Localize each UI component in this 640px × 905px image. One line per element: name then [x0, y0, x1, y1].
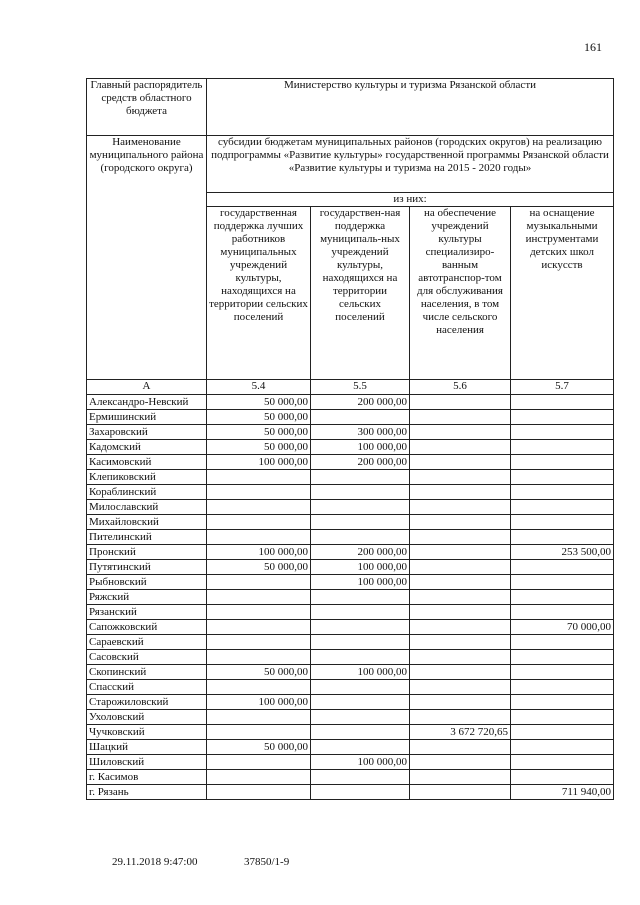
amount-cell-5-4: 50 000,00	[207, 560, 311, 575]
table-row	[87, 515, 614, 530]
table-row	[87, 620, 614, 635]
amount-cell-5-6	[410, 440, 511, 455]
amount-cell-5-6	[410, 410, 511, 425]
table-row	[87, 455, 614, 470]
district-name: Спасский	[87, 680, 207, 695]
column-header-5-4: государственная поддержка лучших работников муниципальных учреждений культуры, находящихся на территории сельских поселений	[207, 207, 311, 380]
district-name: Касимовский	[87, 455, 207, 470]
amount-cell-5-6	[410, 710, 511, 725]
amount-cell-5-6	[410, 590, 511, 605]
district-name: Пронский	[87, 545, 207, 560]
amount-cell-5-5	[311, 725, 410, 740]
footer-code: 37850/1-9	[244, 856, 290, 868]
amount-cell-5-5: 300 000,00	[311, 425, 410, 440]
amount-cell-5-7	[511, 635, 614, 650]
table-row	[87, 530, 614, 545]
amount-cell-5-7: 253 500,00	[511, 545, 614, 560]
table-row	[87, 500, 614, 515]
amount-cell-5-5	[311, 485, 410, 500]
amount-cell-5-4: 100 000,00	[207, 545, 311, 560]
amount-cell-5-5: 200 000,00	[311, 455, 410, 470]
amount-cell-5-7	[511, 425, 614, 440]
amount-cell-5-7	[511, 590, 614, 605]
amount-cell-5-7	[511, 575, 614, 590]
district-name: Кадомский	[87, 440, 207, 455]
table-row	[87, 650, 614, 665]
column-header-5-6: на обеспечение учреждений культуры специализиро-ванным автотранспор-том для обслуживания населения, в том числе сельского населения	[410, 207, 511, 380]
table-row	[87, 425, 614, 440]
district-name: г. Рязань	[87, 785, 207, 800]
table-row	[87, 695, 614, 710]
district-name: Старожиловский	[87, 695, 207, 710]
amount-cell-5-4	[207, 710, 311, 725]
amount-cell-5-6	[410, 560, 511, 575]
amount-cell-5-6	[410, 695, 511, 710]
district-name: Ряжский	[87, 590, 207, 605]
amount-cell-5-7	[511, 440, 614, 455]
amount-cell-5-4	[207, 485, 311, 500]
amount-cell-5-6	[410, 500, 511, 515]
amount-cell-5-6	[410, 485, 511, 500]
amount-cell-5-4	[207, 620, 311, 635]
amount-cell-5-4	[207, 470, 311, 485]
page-number: 161	[584, 40, 602, 54]
amount-cell-5-6	[410, 515, 511, 530]
district-name: Александро-Невский	[87, 395, 207, 410]
amount-cell-5-7: 70 000,00	[511, 620, 614, 635]
amount-cell-5-5	[311, 470, 410, 485]
amount-cell-5-6: 3 672 720,65	[410, 725, 511, 740]
district-name: Скопинский	[87, 665, 207, 680]
amount-cell-5-5	[311, 590, 410, 605]
amount-cell-5-4	[207, 725, 311, 740]
table-row	[87, 635, 614, 650]
district-name: г. Касимов	[87, 770, 207, 785]
amount-cell-5-6	[410, 575, 511, 590]
district-name: Рыбновский	[87, 575, 207, 590]
amount-cell-5-7	[511, 725, 614, 740]
index-col-5-6: 5.6	[410, 380, 511, 395]
district-name: Сасовский	[87, 650, 207, 665]
table-row	[87, 470, 614, 485]
table-row	[87, 680, 614, 695]
district-name: Сараевский	[87, 635, 207, 650]
table-row	[87, 440, 614, 455]
amount-cell-5-6	[410, 785, 511, 800]
table-row	[87, 740, 614, 755]
amount-cell-5-7: 711 940,00	[511, 785, 614, 800]
amount-cell-5-6	[410, 530, 511, 545]
index-col-5-7: 5.7	[511, 380, 614, 395]
amount-cell-5-5	[311, 605, 410, 620]
amount-cell-5-7	[511, 710, 614, 725]
of-which-label: из них:	[207, 193, 614, 207]
table-row	[87, 665, 614, 680]
amount-cell-5-4: 50 000,00	[207, 665, 311, 680]
amount-cell-5-4	[207, 770, 311, 785]
amount-cell-5-5	[311, 410, 410, 425]
amount-cell-5-4: 50 000,00	[207, 440, 311, 455]
amount-cell-5-4	[207, 500, 311, 515]
amount-cell-5-5	[311, 710, 410, 725]
amount-cell-5-5	[311, 785, 410, 800]
amount-cell-5-7	[511, 665, 614, 680]
amount-cell-5-6	[410, 545, 511, 560]
amount-cell-5-7	[511, 410, 614, 425]
amount-cell-5-7	[511, 470, 614, 485]
amount-cell-5-5: 100 000,00	[311, 440, 410, 455]
district-name: Ермишинский	[87, 410, 207, 425]
district-name: Кораблинский	[87, 485, 207, 500]
amount-cell-5-4	[207, 785, 311, 800]
district-name: Рязанский	[87, 605, 207, 620]
column-header-5-5: государствен-ная поддержка муниципаль-ных учреждений культуры, находящихся на территории сельских поселений	[311, 207, 410, 380]
amount-cell-5-7	[511, 455, 614, 470]
amount-cell-5-4	[207, 590, 311, 605]
district-name: Клепиковский	[87, 470, 207, 485]
amount-cell-5-7	[511, 515, 614, 530]
amount-cell-5-5	[311, 695, 410, 710]
amount-cell-5-5: 100 000,00	[311, 755, 410, 770]
amount-cell-5-4: 50 000,00	[207, 740, 311, 755]
amount-cell-5-7	[511, 755, 614, 770]
amount-cell-5-7	[511, 770, 614, 785]
table-row	[87, 785, 614, 800]
amount-cell-5-4	[207, 635, 311, 650]
amount-cell-5-7	[511, 500, 614, 515]
amount-cell-5-7	[511, 740, 614, 755]
amount-cell-5-7	[511, 680, 614, 695]
index-col-5-4: 5.4	[207, 380, 311, 395]
district-name: Чучковский	[87, 725, 207, 740]
amount-cell-5-6	[410, 770, 511, 785]
amount-cell-5-6	[410, 635, 511, 650]
amount-cell-5-6	[410, 650, 511, 665]
district-name: Шацкий	[87, 740, 207, 755]
header-row-index	[87, 380, 614, 395]
table-row	[87, 755, 614, 770]
district-name: Милославский	[87, 500, 207, 515]
header-row-district	[87, 136, 614, 193]
amount-cell-5-6	[410, 470, 511, 485]
district-name: Пителинский	[87, 530, 207, 545]
amount-cell-5-4: 50 000,00	[207, 395, 311, 410]
amount-cell-5-7	[511, 560, 614, 575]
table-row	[87, 725, 614, 740]
distributor-label: Главный распорядитель средств областного бюджета	[87, 79, 207, 136]
amount-cell-5-5	[311, 500, 410, 515]
amount-cell-5-4: 100 000,00	[207, 455, 311, 470]
amount-cell-5-5	[311, 515, 410, 530]
amount-cell-5-5: 200 000,00	[311, 545, 410, 560]
amount-cell-5-5: 100 000,00	[311, 575, 410, 590]
district-name: Ухоловский	[87, 710, 207, 725]
amount-cell-5-4: 100 000,00	[207, 695, 311, 710]
amount-cell-5-7	[511, 395, 614, 410]
district-name: Шиловский	[87, 755, 207, 770]
amount-cell-5-4	[207, 680, 311, 695]
subsidy-description: субсидии бюджетам муниципальных районов (городских округов) на реализацию подпрограммы «Развитие культуры» государственной программы Рязанской области «Развитие культуры и туризма на 2015 - 2020 годы»	[207, 136, 614, 193]
amount-cell-5-5	[311, 680, 410, 695]
amount-cell-5-5	[311, 770, 410, 785]
amount-cell-5-5: 200 000,00	[311, 395, 410, 410]
table-row	[87, 590, 614, 605]
amount-cell-5-5	[311, 740, 410, 755]
amount-cell-5-4	[207, 650, 311, 665]
amount-cell-5-6	[410, 665, 511, 680]
amount-cell-5-6	[410, 425, 511, 440]
amount-cell-5-6	[410, 740, 511, 755]
amount-cell-5-7	[511, 605, 614, 620]
distributor-value: Министерство культуры и туризма Рязанской области	[207, 79, 614, 136]
amount-cell-5-7	[511, 695, 614, 710]
column-header-5-7: на оснащение музыкальными инструментами детских школ искусств	[511, 207, 614, 380]
amount-cell-5-4	[207, 605, 311, 620]
amount-cell-5-5	[311, 650, 410, 665]
amount-cell-5-7	[511, 485, 614, 500]
table-row	[87, 770, 614, 785]
table-row	[87, 575, 614, 590]
table-row	[87, 560, 614, 575]
table-row	[87, 485, 614, 500]
amount-cell-5-7	[511, 530, 614, 545]
amount-cell-5-6	[410, 755, 511, 770]
table-row	[87, 605, 614, 620]
subsidy-table	[86, 78, 614, 800]
amount-cell-5-6	[410, 455, 511, 470]
amount-cell-5-5	[311, 635, 410, 650]
amount-cell-5-6	[410, 620, 511, 635]
amount-cell-5-5: 100 000,00	[311, 665, 410, 680]
district-name: Путятинский	[87, 560, 207, 575]
amount-cell-5-6	[410, 680, 511, 695]
index-label: А	[87, 380, 207, 395]
amount-cell-5-5	[311, 620, 410, 635]
header-row-distributor	[87, 79, 614, 136]
amount-cell-5-4: 50 000,00	[207, 425, 311, 440]
footer-date: 29.11.2018 9:47:00	[112, 856, 198, 868]
amount-cell-5-4: 50 000,00	[207, 410, 311, 425]
district-name: Сапожковский	[87, 620, 207, 635]
amount-cell-5-4	[207, 530, 311, 545]
amount-cell-5-6	[410, 605, 511, 620]
district-name: Захаровский	[87, 425, 207, 440]
district-name: Михайловский	[87, 515, 207, 530]
amount-cell-5-4	[207, 515, 311, 530]
table-row	[87, 710, 614, 725]
amount-cell-5-5	[311, 530, 410, 545]
table-row	[87, 395, 614, 410]
table-row	[87, 410, 614, 425]
amount-cell-5-7	[511, 650, 614, 665]
amount-cell-5-6	[410, 395, 511, 410]
amount-cell-5-4	[207, 575, 311, 590]
index-col-5-5: 5.5	[311, 380, 410, 395]
amount-cell-5-5: 100 000,00	[311, 560, 410, 575]
amount-cell-5-4	[207, 755, 311, 770]
district-label: Наименование муниципального района (городского округа)	[87, 136, 207, 380]
table-row	[87, 545, 614, 560]
